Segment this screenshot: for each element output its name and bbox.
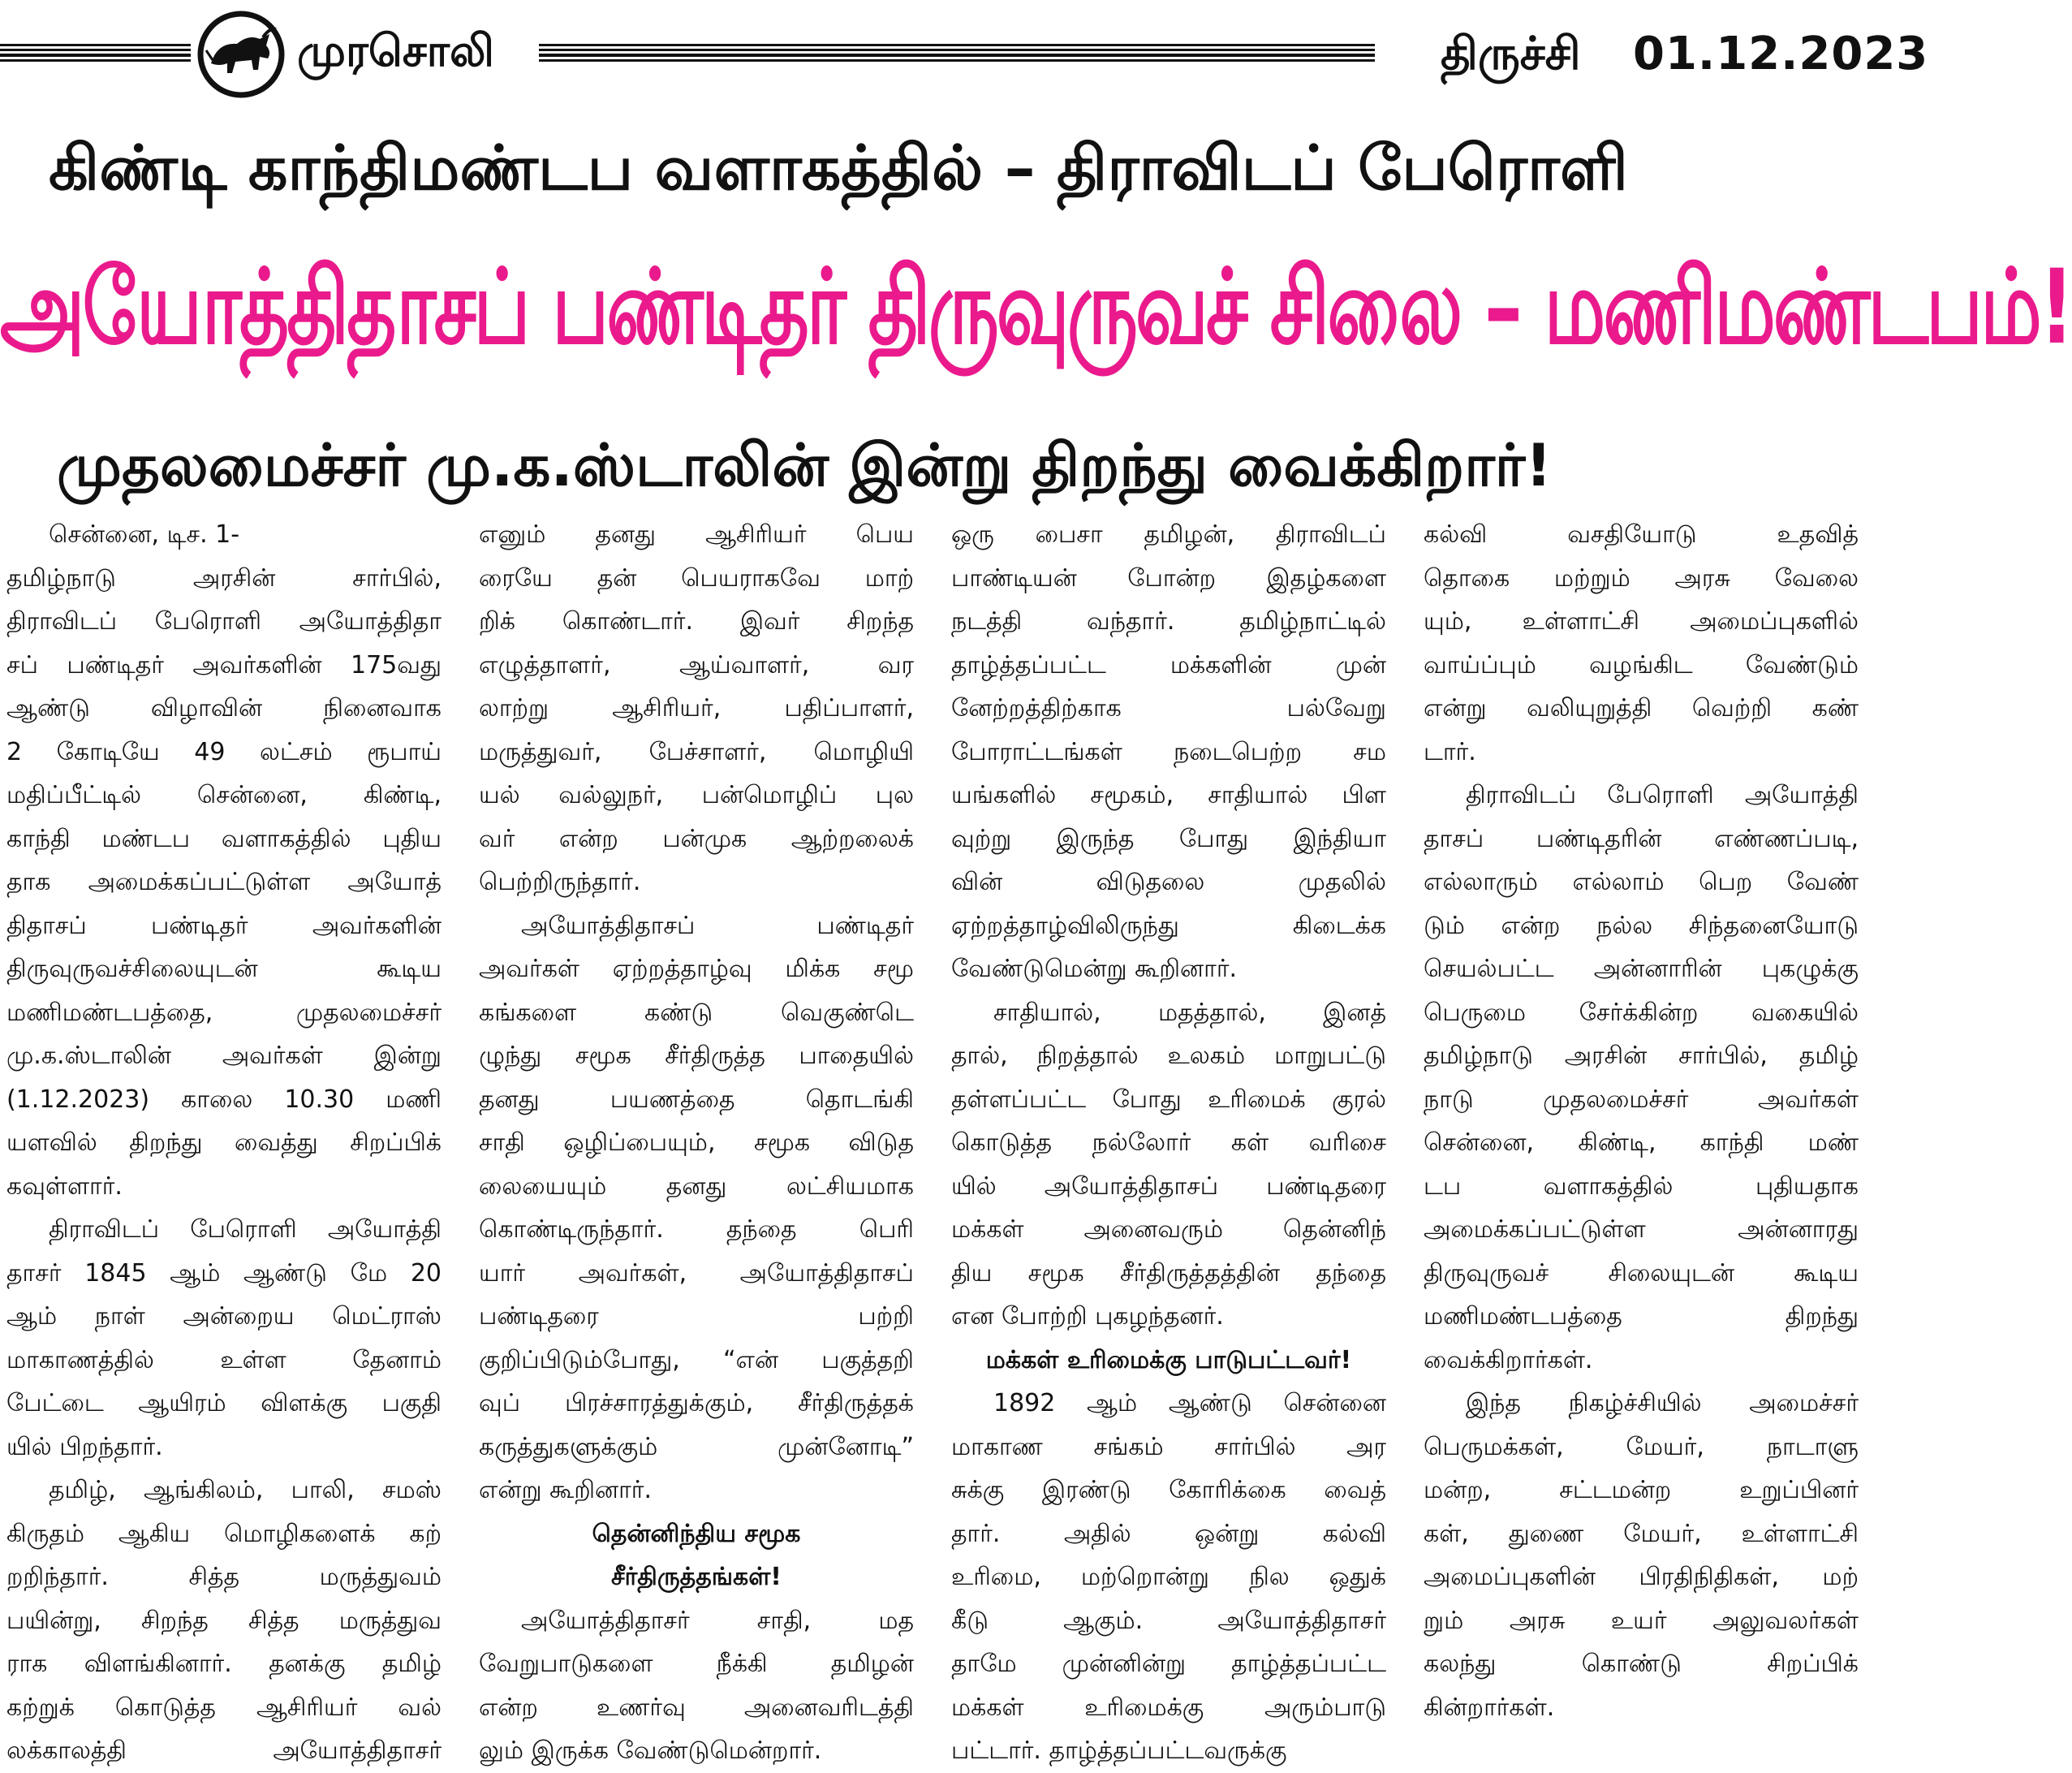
article-line: (1.12.2023) காலை 10.30 மணி: [6, 1085, 442, 1114]
article-line: தாமே முன்னின்று தாழ்த்தப்பட்ட: [951, 1650, 1386, 1678]
article-line: மு.க.ஸ்டாலின் அவர்கள் இன்று: [6, 1042, 442, 1070]
article-line: கள், துணை மேயர், உள்ளாட்சி: [1424, 1519, 1859, 1548]
masthead-rule-left: [0, 44, 191, 62]
article-line: உரிமை, மற்றொன்று நில ஒதுக்: [951, 1563, 1386, 1591]
edition-date: 01.12.2023: [1633, 28, 1929, 80]
section-subheading: மக்கள் உரிமைக்கு பாடுபட்டவர்!: [985, 1345, 1352, 1374]
article-line: திருவுருவச்சிலையுடன் கூடிய: [6, 955, 442, 983]
article-line: னேற்றத்திற்காக பல்வேறு: [951, 694, 1386, 723]
article-line: திய சமூக சீர்திருத்தத்தின் தந்தை: [951, 1258, 1386, 1288]
article-line: பெற்றிருந்தார்.: [479, 868, 641, 896]
article-line: பெருமக்கள், மேயர், நாடாளு: [1424, 1432, 1859, 1461]
article-line: தாசப் பண்டிதரின் எண்ணப்படி,: [1424, 824, 1859, 853]
article-line: எழுத்தாளர், ஆய்வாளர், வர: [479, 650, 914, 679]
article-column-3: [951, 513, 1386, 1765]
article-line: இந்த நிகழ்ச்சியில் அமைச்சர்: [1466, 1389, 1859, 1417]
article-line: சப் பண்டிதர் அவர்களின் 175வது: [6, 650, 442, 679]
article-line: குறிப்பிடும்போது, “என் பகுத்தறி: [479, 1345, 914, 1374]
article-line: ஆம் நாள் அன்றைய மெட்ராஸ்: [6, 1302, 442, 1331]
article-line: மணிமண்டபத்தை திறந்து: [1424, 1302, 1859, 1331]
article-line: யார் அவர்கள், அயோத்திதாசப்: [479, 1258, 914, 1288]
article-line: தனது பயணத்தை தொடங்கி: [479, 1085, 914, 1114]
article-line: திராவிடப் பேரொளி அயோத்திதா: [6, 607, 442, 636]
masthead-rule-middle: [539, 44, 1375, 62]
article-line: கருத்துகளுக்கும் முன்னோடி”: [479, 1432, 914, 1461]
article-line: கவுள்ளார்.: [6, 1171, 123, 1201]
edition-city: திருச்சி: [1441, 28, 1581, 80]
article-line: வேறுபாடுகளை நீக்கி தமிழன்: [479, 1650, 914, 1678]
article-line: மக்கள் அனைவரும் தென்னிந்: [951, 1215, 1386, 1244]
article-line: சாதி ஒழிப்பையும், சமூக விடுத: [479, 1128, 914, 1157]
article-line: மணிமண்டபத்தை, முதலமைச்சர்: [6, 998, 442, 1027]
article-line: கலந்து கொண்டு சிறப்பிக்: [1424, 1650, 1859, 1678]
article-line: தொகை மற்றும் அரசு வேலை: [1424, 563, 1859, 593]
article-line: காந்தி மண்டப வளாகத்தில் புதிய: [6, 824, 442, 853]
article-column-2: [479, 513, 914, 1765]
article-line: என்று வலியுறுத்தி வெற்றி கண்: [1424, 694, 1859, 723]
article-line: நாடு முதலமைச்சர் அவர்கள்: [1424, 1085, 1859, 1114]
article-line: சென்னை, கிண்டி, காந்தி மண்: [1424, 1128, 1859, 1157]
article-line: மாகாண சங்கம் சார்பில் அர: [951, 1432, 1386, 1461]
article-line: வேண்டுமென்று கூறினார்.: [951, 955, 1238, 983]
article-line: 2 கோடியே 49 லட்சம் ரூபாய்: [6, 737, 442, 766]
article-line: ராக விளங்கினார். தனக்கு தமிழ்: [6, 1650, 442, 1678]
article-line: மதிப்பீட்டில் சென்னை, கிண்டி,: [6, 781, 442, 809]
article-line: ஏற்றத்தாழ்விலிருந்து கிடைக்க: [951, 911, 1386, 940]
article-line: பெருமை சேர்க்கின்ற வகையில்: [1424, 998, 1859, 1027]
article-line: தாசர் 1845 ஆம் ஆண்டு மே 20: [6, 1258, 442, 1288]
article-line: அமைக்கப்பட்டுள்ள அன்னாரது: [1424, 1215, 1859, 1244]
article-column-1: [6, 513, 442, 1765]
article-line: 1892 ஆம் ஆண்டு சென்னை: [993, 1389, 1386, 1417]
article-line: கல்வி வசதியோடு உதவித்: [1424, 520, 1859, 549]
article-line: திதாசப் பண்டிதர் அவர்களின்: [6, 911, 442, 940]
article-line: என்று கூறினார்.: [479, 1476, 652, 1504]
article-line: தால், நிறத்தால் உலகம் மாறுபட்டு: [951, 1042, 1386, 1070]
article-line: அமைப்புகளின் பிரதிநிதிகள், மற்: [1424, 1563, 1859, 1591]
article-line: லையையும் தனது லட்சியமாக: [479, 1171, 914, 1201]
article-line: திராவிடப் பேரொளி அயோத்தி: [1466, 781, 1859, 809]
article-line: லாற்று ஆசிரியர், பதிப்பாளர்,: [479, 694, 914, 723]
article-line: கொடுத்த நல்லோர் கள் வரிசை: [951, 1128, 1386, 1157]
article-line: அயோத்திதாசர் சாதி, மத: [521, 1606, 914, 1635]
article-line: வுற்று இருந்த போது இந்தியா: [951, 824, 1386, 853]
article-line: அவர்கள் ஏற்றத்தாழ்வு மிக்க சமூ: [479, 955, 914, 983]
article-line: கிருதம் ஆகிய மொழிகளைக் கற்: [6, 1519, 442, 1548]
main-headline: அயோத்திதாசப் பண்டிதர் திருவுருவச் சிலை – மணிமண்டபம்!: [0, 248, 2072, 368]
article-line: வின் விடுதலை முதலில்: [951, 868, 1386, 896]
article-line: நடத்தி வந்தார். தமிழ்நாட்டில்: [951, 607, 1386, 636]
article-line: யல் வல்லுநர், பன்மொழிப் புல: [479, 781, 914, 809]
article-line: ஆண்டு விழாவின் நினைவாக: [6, 694, 442, 723]
article-line: டப வளாகத்தில் புதியதாக: [1424, 1171, 1859, 1201]
article-line: பேட்டை ஆயிரம் விளக்கு பகுதி: [6, 1389, 442, 1417]
article-line: தார். அதில் ஒன்று கல்வி: [951, 1519, 1386, 1548]
sub-headline: முதலமைச்சர் மு.க.ஸ்டாலின் இன்று திறந்து வைக்கிறார்!: [57, 431, 1553, 499]
article-line: டும் என்ற நல்ல சிந்தனையோடு: [1424, 911, 1859, 940]
article-line: என்ற உணர்வு அனைவரிடத்தி: [479, 1693, 914, 1722]
article-line: கீடு ஆகும். அயோத்திதாசர்: [951, 1606, 1386, 1635]
article-line: டார்.: [1424, 737, 1476, 766]
article-line: கின்றார்கள்.: [1424, 1693, 1555, 1722]
article-line: கொண்டிருந்தார். தந்தை பெரி: [479, 1215, 914, 1244]
article-line: மக்கள் உரிமைக்கு அரும்பாடு: [951, 1693, 1386, 1722]
article-line: யில் பிறந்தார்.: [6, 1432, 163, 1461]
article-line: திராவிடப் பேரொளி அயோத்தி: [49, 1215, 442, 1244]
article-line: தள்ளப்பட்ட போது உரிமைக் குரல்: [951, 1085, 1386, 1114]
article-line: பட்டார். தாழ்த்தப்பட்டவருக்கு: [951, 1736, 1287, 1765]
article-line: சென்னை, டிச. 1-: [49, 520, 240, 549]
article-line: யங்களில் சமூகம், சாதியால் பிள: [951, 781, 1386, 809]
article-line: மாகாணத்தில் உள்ள தேனாம்: [6, 1345, 442, 1374]
article-line: றிக் கொண்டார். இவர் சிறந்த: [479, 607, 914, 636]
article-line: எனும் தனது ஆசிரியர் பெய: [479, 520, 914, 549]
article-line: மன்ற, சட்டமன்ற உறுப்பினர்: [1424, 1476, 1859, 1504]
article-column-4: [1424, 513, 1859, 1722]
article-line: சாதியால், மதத்தால், இனத்: [993, 998, 1386, 1027]
article-line: யளவில் திறந்து வைத்து சிறப்பிக்: [6, 1128, 442, 1157]
article-line: ஒரு பைசா தமிழன், திராவிடப்: [951, 520, 1386, 549]
article-line: லும் இருக்க வேண்டுமென்றார்.: [479, 1736, 822, 1765]
article-line: தமிழ், ஆங்கிலம், பாலி, சமஸ்: [49, 1476, 442, 1504]
article-line: செயல்பட்ட அன்னாரின் புகழுக்கு: [1424, 955, 1859, 983]
article-line: போராட்டங்கள் நடைபெற்ற சம: [951, 737, 1386, 766]
article-line: எல்லாரும் எல்லாம் பெற வேண்: [1424, 868, 1859, 896]
article-line: வர் என்ற பன்முக ஆற்றலைக்: [479, 824, 914, 853]
article-line: சுக்கு இரண்டு கோரிக்கை வைத்: [951, 1476, 1386, 1504]
article-line: மருத்துவர், பேச்சாளர், மொழியி: [479, 737, 914, 766]
article-line: வுப் பிரச்சாரத்துக்கும், சீர்திருத்தக்: [479, 1389, 914, 1417]
section-subheading: தென்னிந்திய சமூக: [592, 1519, 801, 1548]
article-line: வாய்ப்பும் வழங்கிட வேண்டும்: [1424, 650, 1859, 679]
masthead: [0, 0, 1929, 106]
article-line: திருவுருவச் சிலையுடன் கூடிய: [1424, 1258, 1859, 1288]
article-line: தமிழ்நாடு அரசின் சார்பில், தமிழ்: [1424, 1042, 1859, 1070]
section-subheading: சீர்திருத்தங்கள்!: [611, 1563, 782, 1591]
article-line: தாழ்த்தப்பட்ட மக்களின் முன்: [951, 650, 1386, 679]
article-line: யில் அயோத்திதாசப் பண்டிதரை: [951, 1171, 1386, 1201]
article-line: பாண்டியன் போன்ற இதழ்களை: [951, 563, 1386, 593]
article-line: யும், உள்ளாட்சி அமைப்புகளில்: [1424, 607, 1859, 636]
article-line: பண்டிதரை பற்றி: [479, 1302, 914, 1331]
kicker-headline: கிண்டி காந்திமண்டப வளாகத்தில் – திராவிடப் பேரொளி: [49, 132, 1628, 204]
article-line: ழுந்து சமூக சீர்திருத்த பாதையில்: [479, 1042, 914, 1070]
article-line: கற்றுக் கொடுத்த ஆசிரியர் வல்: [6, 1693, 442, 1722]
article-line: கங்களை கண்டு வெகுண்டெ: [479, 998, 914, 1027]
article-line: பயின்று, சிறந்த சித்த மருத்துவ: [6, 1606, 442, 1635]
article-line: றும் அரசு உயர் அலுவலர்கள்: [1424, 1606, 1859, 1635]
article-line: அயோத்திதாசப் பண்டிதர்: [521, 911, 914, 940]
article-line: ரையே தன் பெயராகவே மாற்: [479, 563, 914, 593]
article-line: லக்காலத்தி அயோத்திதாசர்: [6, 1736, 442, 1765]
bull-emblem-icon: [195, 10, 288, 99]
article-line: தாக அமைக்கப்பட்டுள்ள அயோத்: [6, 868, 442, 896]
article-line: வைக்கிறார்கள்.: [1424, 1345, 1593, 1374]
article-line: றறிந்தார். சித்த மருத்துவம்: [6, 1563, 442, 1591]
article-line: தமிழ்நாடு அரசின் சார்பில்,: [6, 563, 442, 593]
article-line: என போற்றி புகழந்தனர்.: [951, 1302, 1224, 1331]
newspaper-name: முரசொலி: [297, 25, 494, 76]
